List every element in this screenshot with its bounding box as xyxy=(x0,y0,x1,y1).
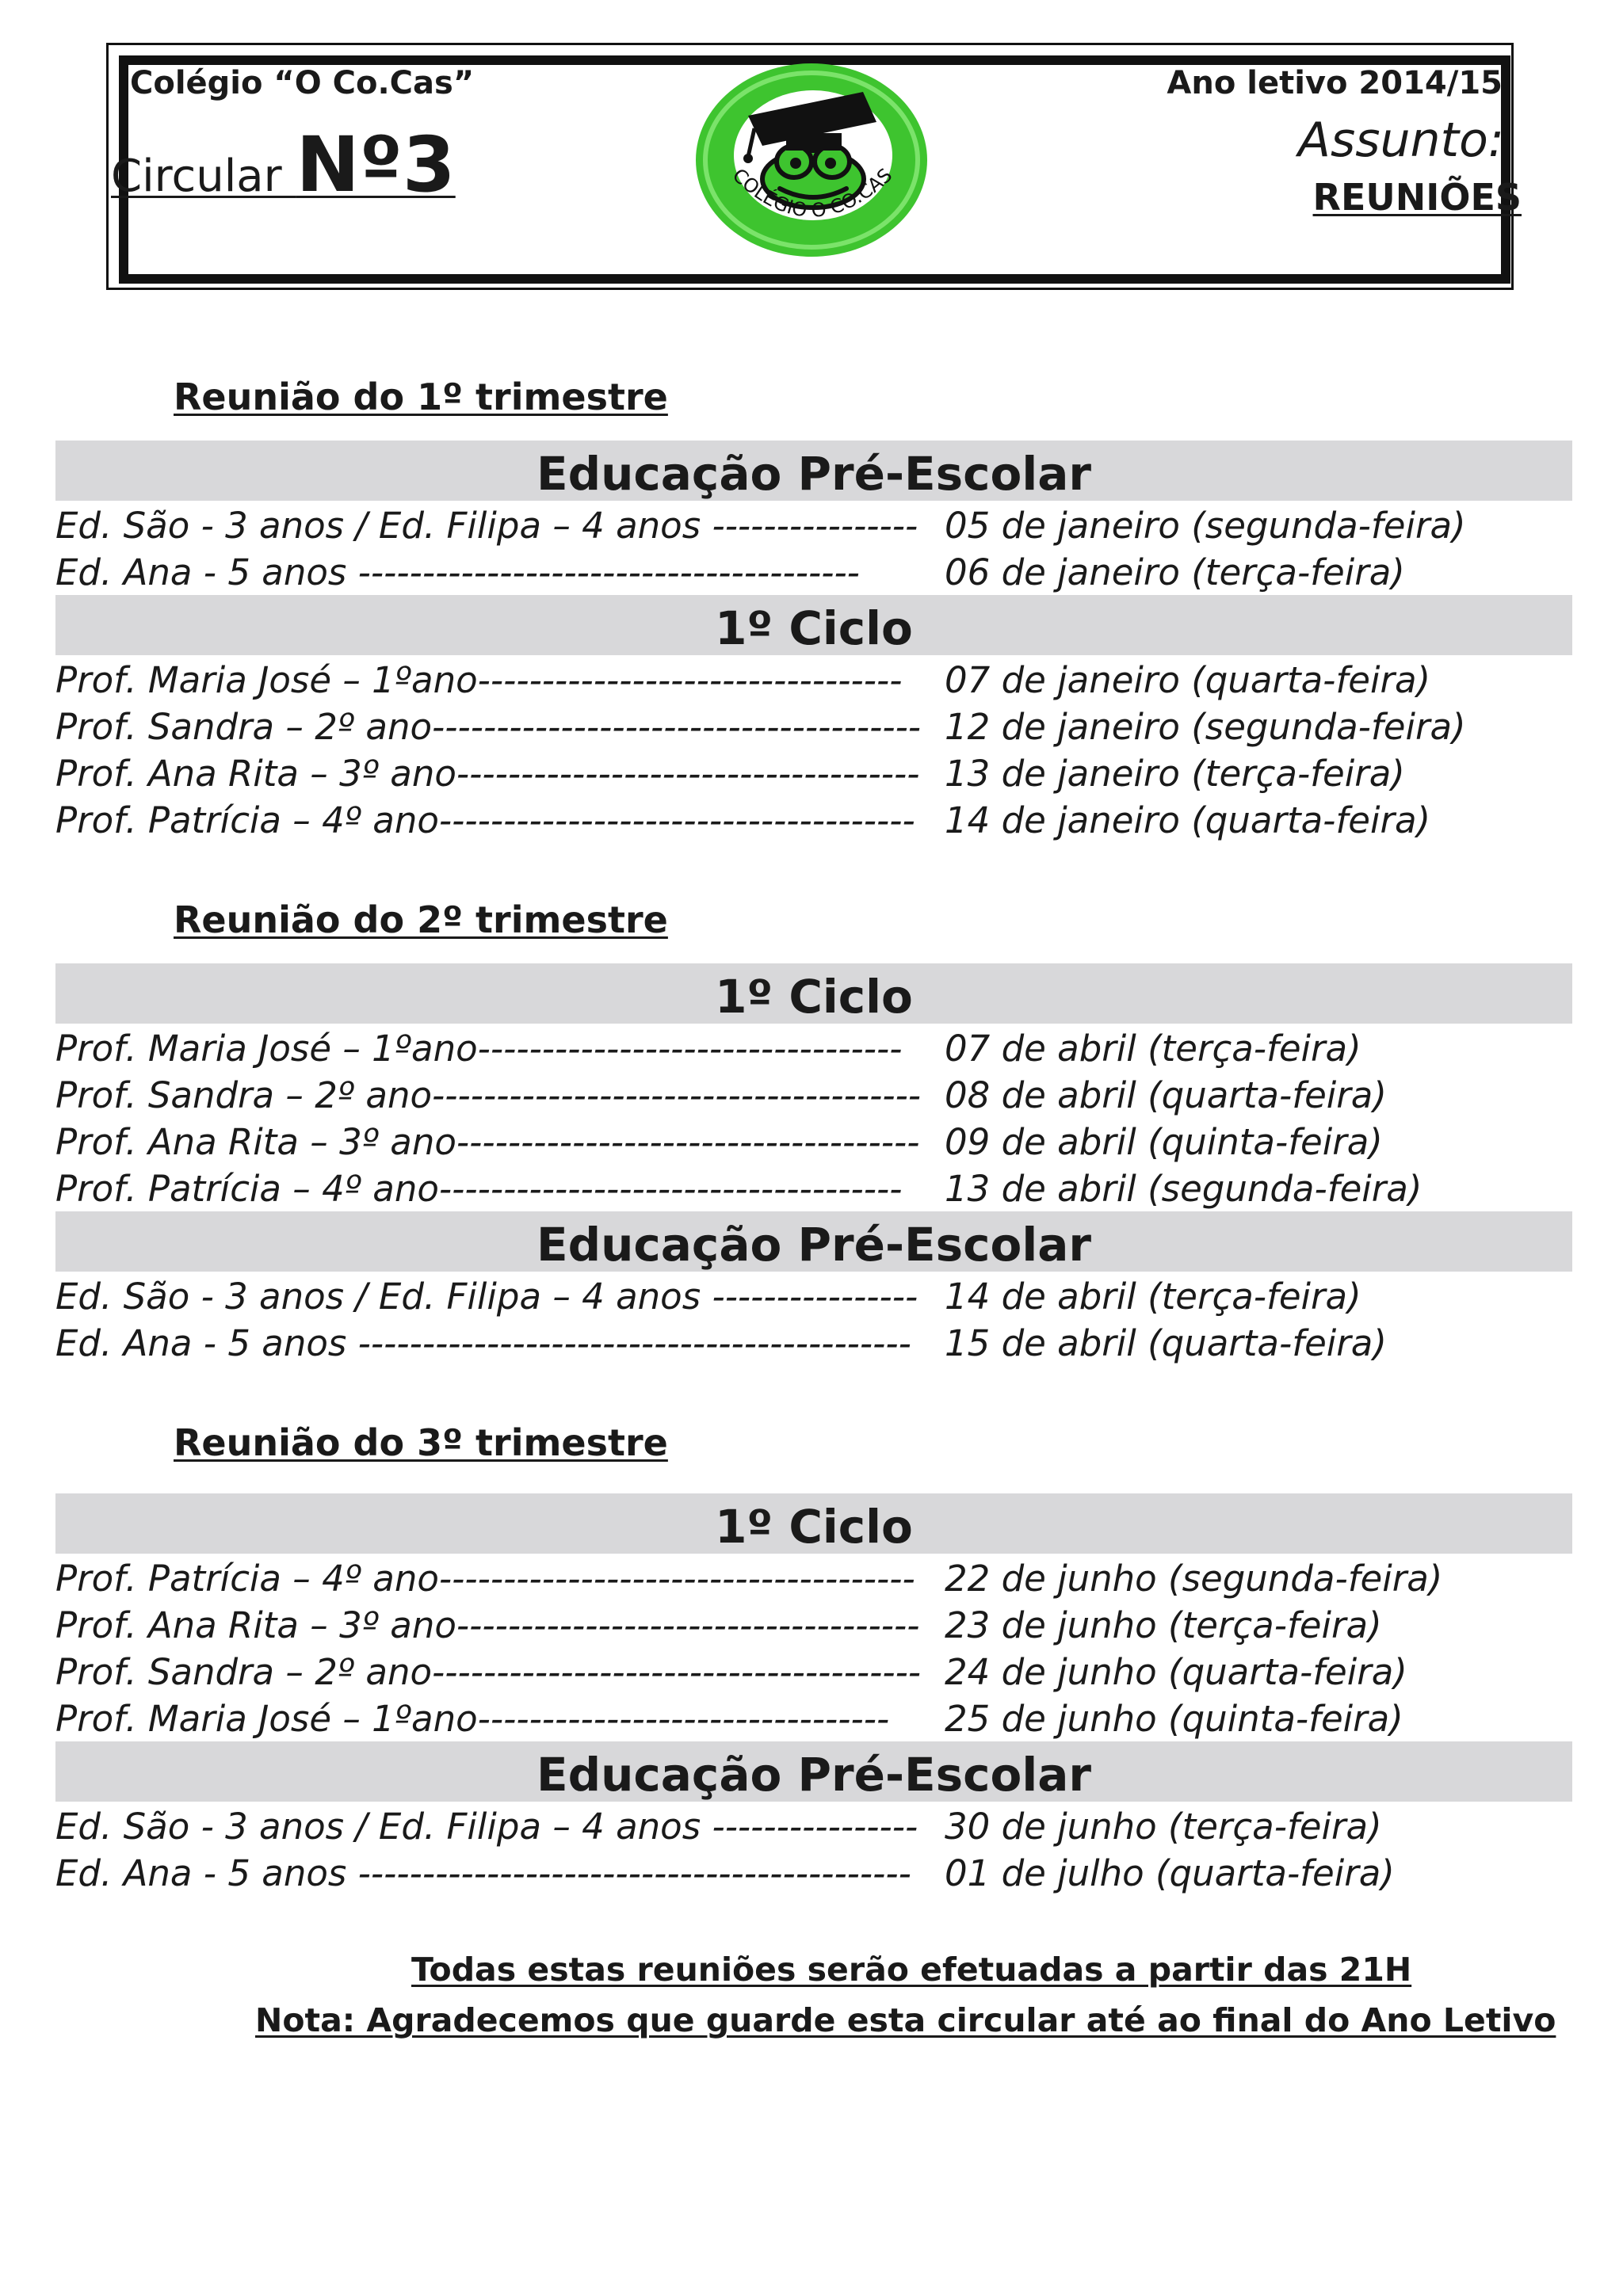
meeting-date: 06 de janeiro (terça-feira) xyxy=(945,551,1405,593)
meeting-teacher: Prof. Sandra – 2º ano-------------------------------------- xyxy=(55,706,922,748)
meeting-teacher: Prof. Ana Rita – 3º ano------------------------------------ xyxy=(55,1121,920,1163)
meeting-teacher: Prof. Patrícia – 4º ano------------------------------------- xyxy=(55,799,915,841)
meeting-row xyxy=(55,750,1572,798)
meeting-teacher: Ed. Ana - 5 anos ------------------------------------------- xyxy=(55,1852,911,1894)
subject-label: Assunto: xyxy=(1297,113,1504,168)
section-band-first-cycle: 1º Ciclo xyxy=(55,963,1572,1024)
meeting-teacher: Prof. Ana Rita – 3º ano------------------------------------ xyxy=(55,1604,920,1646)
meeting-row xyxy=(55,1649,1572,1696)
meeting-date: 08 de abril (quarta-feira) xyxy=(945,1074,1387,1116)
meeting-row xyxy=(55,797,1572,845)
meeting-date: 01 de julho (quarta-feira) xyxy=(945,1852,1395,1894)
section-band-preschool: Educação Pré-Escolar xyxy=(55,1741,1572,1802)
meeting-time-note: Todas estas reuniões serão efetuadas a partir das 21H xyxy=(411,1951,1412,1989)
meeting-teacher: Prof. Sandra – 2º ano-------------------------------------- xyxy=(55,1074,922,1116)
meeting-teacher: Ed. Ana - 5 anos ------------------------------------------- xyxy=(55,1322,911,1364)
meeting-row xyxy=(55,1025,1572,1073)
school-name: Colégio “O Co.Cas” xyxy=(130,65,475,101)
meeting-row xyxy=(55,657,1572,704)
trimester-2-title: Reunião do 2º trimestre xyxy=(174,898,668,941)
meeting-teacher: Prof. Patrícia – 4º ano------------------------------------ xyxy=(55,1168,903,1210)
meeting-date: 05 de janeiro (segunda-feira) xyxy=(945,505,1466,547)
meeting-date: 07 de abril (terça-feira) xyxy=(945,1028,1361,1070)
meeting-teacher: Prof. Patrícia – 4º ano------------------------------------- xyxy=(55,1558,915,1600)
meeting-date: 23 de junho (terça-feira) xyxy=(945,1604,1382,1646)
meeting-teacher: Prof. Sandra – 2º ano-------------------------------------- xyxy=(55,1651,922,1693)
meeting-teacher: Prof. Maria José – 1ºano--------------------------------- xyxy=(55,659,903,701)
meeting-date: 14 de abril (terça-feira) xyxy=(945,1276,1361,1318)
meeting-date: 09 de abril (quinta-feira) xyxy=(945,1121,1383,1163)
meeting-teacher: Ed. Ana - 5 anos --------------------------------------- xyxy=(55,551,860,593)
meeting-teacher: Prof. Ana Rita – 3º ano------------------------------------ xyxy=(55,753,920,795)
keep-circular-note: Nota: Agradecemos que guarde esta circular até ao final do Ano Letivo xyxy=(255,2001,1556,2039)
meeting-row xyxy=(55,502,1572,550)
meeting-teacher: Prof. Maria José – 1ºano-------------------------------- xyxy=(55,1698,890,1740)
meeting-row xyxy=(55,1119,1572,1166)
meeting-row xyxy=(55,1850,1572,1897)
meeting-row xyxy=(55,549,1572,597)
meeting-date: 07 de janeiro (quarta-feira) xyxy=(945,659,1431,701)
meeting-date: 25 de junho (quinta-feira) xyxy=(945,1698,1403,1740)
meeting-row xyxy=(55,1165,1572,1213)
section-band-first-cycle: 1º Ciclo xyxy=(55,595,1572,655)
meeting-teacher: Prof. Maria José – 1ºano--------------------------------- xyxy=(55,1028,903,1070)
section-band-first-cycle: 1º Ciclo xyxy=(55,1493,1572,1554)
meeting-teacher: Ed. São - 3 anos / Ed. Filipa – 4 anos ---------------- xyxy=(55,505,918,547)
circular-word: Circular xyxy=(111,151,296,202)
circular-title xyxy=(111,120,456,209)
section-band-preschool: Educação Pré-Escolar xyxy=(55,441,1572,501)
school-year: Ano letivo 2014/15 xyxy=(1167,65,1503,101)
meeting-row xyxy=(55,1555,1572,1603)
meeting-teacher: Ed. São - 3 anos / Ed. Filipa – 4 anos ---------------- xyxy=(55,1276,918,1318)
subject-value: REUNIÕES xyxy=(1312,176,1522,219)
logo-text: COLÉGIO O CO.CAS xyxy=(727,164,897,222)
meeting-row xyxy=(55,1695,1572,1743)
meeting-date: 13 de janeiro (terça-feira) xyxy=(945,753,1405,795)
meeting-row xyxy=(55,704,1572,751)
meeting-teacher: Ed. São - 3 anos / Ed. Filipa – 4 anos ---------------- xyxy=(55,1806,918,1848)
meeting-row xyxy=(55,1602,1572,1650)
meeting-date: 14 de janeiro (quarta-feira) xyxy=(945,799,1431,841)
meeting-date: 12 de janeiro (segunda-feira) xyxy=(945,706,1466,748)
meeting-date: 13 de abril (segunda-feira) xyxy=(945,1168,1423,1210)
meeting-row xyxy=(55,1072,1572,1119)
trimester-1-title: Reunião do 1º trimestre xyxy=(174,376,668,418)
school-logo xyxy=(693,60,934,260)
meeting-row xyxy=(55,1803,1572,1851)
section-band-preschool: Educação Pré-Escolar xyxy=(55,1211,1572,1272)
meeting-row xyxy=(55,1273,1572,1321)
meeting-date: 22 de junho (segunda-feira) xyxy=(945,1558,1443,1600)
meeting-date: 24 de junho (quarta-feira) xyxy=(945,1651,1407,1693)
circular-number: Nº3 xyxy=(296,120,456,209)
meeting-row xyxy=(55,1320,1572,1367)
meeting-date: 15 de abril (quarta-feira) xyxy=(945,1322,1387,1364)
meeting-date: 30 de junho (terça-feira) xyxy=(945,1806,1382,1848)
trimester-3-title: Reunião do 3º trimestre xyxy=(174,1421,668,1464)
